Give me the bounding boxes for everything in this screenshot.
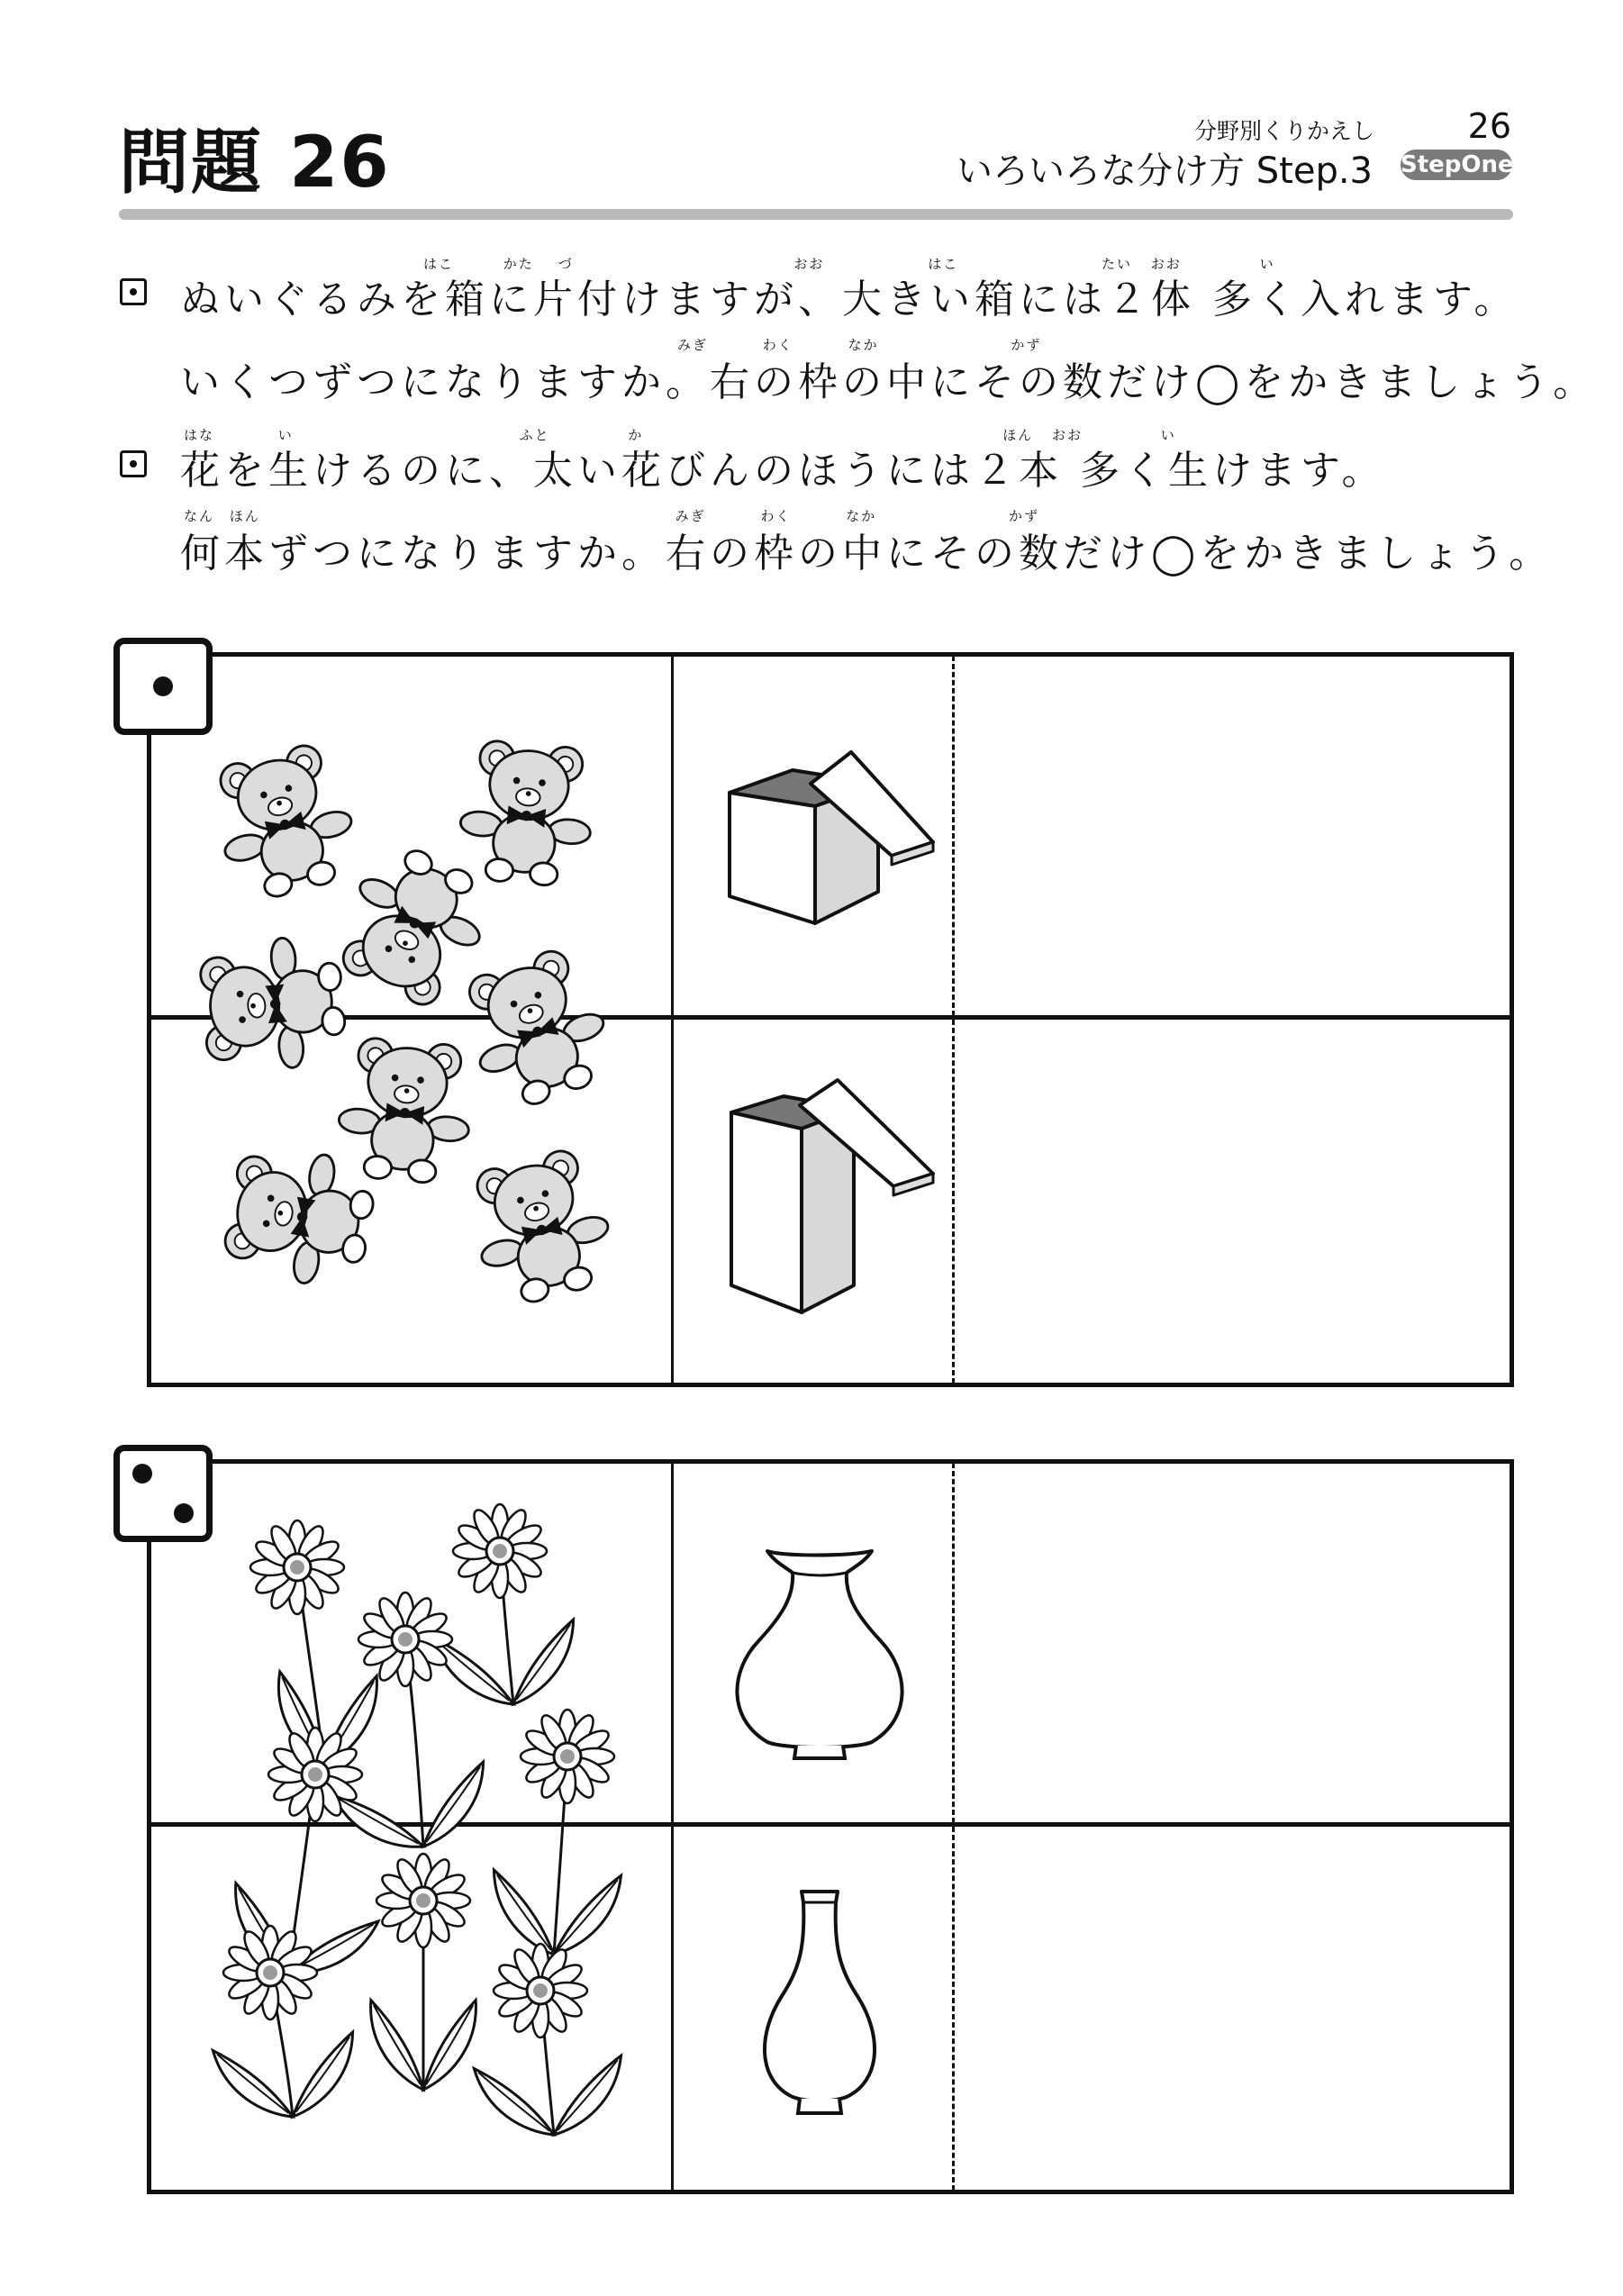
flower-icon bbox=[368, 1854, 479, 2096]
category-label: 分野別くりかえし bbox=[1193, 118, 1374, 144]
panel-1-row-divider bbox=[671, 1016, 1514, 1019]
header-rule bbox=[119, 209, 1513, 220]
ruby: みぎ bbox=[677, 337, 709, 353]
teddy-bear-icon bbox=[198, 933, 349, 1075]
ruby: い bbox=[1259, 256, 1275, 272]
teddy-bear-icon bbox=[460, 1144, 622, 1312]
ruby: い bbox=[1160, 427, 1176, 443]
ruby: はこ bbox=[928, 256, 959, 272]
ruby: い bbox=[277, 427, 294, 443]
question-2-line-2: 何本ずつになりますか。右の枠の中にその数だけ◯をかきましょう。 bbox=[180, 531, 1554, 576]
ruby: おお bbox=[1150, 256, 1182, 272]
worksheet-subtitle: いろいろな分け方 Step.3 bbox=[957, 150, 1373, 192]
ruby: たい bbox=[1101, 256, 1132, 272]
ruby: ほん bbox=[229, 508, 260, 524]
ruby: わく bbox=[762, 337, 793, 353]
flower-icon bbox=[431, 1504, 576, 1724]
ruby: ふと bbox=[519, 427, 550, 443]
ruby: かず bbox=[1011, 337, 1042, 353]
stepone-badge: StepOne bbox=[1401, 151, 1514, 178]
ruby: おお bbox=[1051, 427, 1083, 443]
page-number: 26 bbox=[1467, 106, 1511, 146]
ruby: か bbox=[628, 427, 644, 443]
question-2-checkbox-icon bbox=[120, 450, 147, 477]
ruby: かず bbox=[1008, 508, 1039, 524]
panel-1-dashed-line bbox=[952, 656, 955, 1016]
teddy-bears-illustration bbox=[180, 712, 648, 1342]
flowers-illustration bbox=[189, 1486, 657, 2153]
question-1-checkbox-icon bbox=[120, 278, 147, 305]
panel-1-dashed-line-lower bbox=[952, 1020, 955, 1384]
ruby: ほん bbox=[1002, 427, 1034, 443]
ruby: おお bbox=[793, 256, 825, 272]
ruby: づ bbox=[558, 256, 574, 272]
ruby: なか bbox=[846, 508, 877, 524]
panel-2-divider-lower bbox=[671, 1827, 674, 2191]
panel-2-row-divider bbox=[671, 1823, 1514, 1826]
teddy-bear-icon bbox=[220, 1140, 380, 1293]
ruby: かた bbox=[503, 256, 534, 272]
ruby: はな bbox=[184, 427, 215, 443]
teddy-bear-icon bbox=[204, 739, 366, 907]
panel-2-dashed-line-lower bbox=[952, 1827, 955, 2191]
teddy-bear-icon bbox=[456, 739, 597, 889]
wide-vase-icon bbox=[721, 1542, 919, 1776]
question-1-line-1: ぬいぐるみを箱に片付けますが、大きい箱には２体 多く入れます。 bbox=[180, 277, 1519, 322]
panel-2-divider bbox=[671, 1459, 674, 1827]
tall-box-icon bbox=[721, 1076, 946, 1320]
large-box-icon bbox=[721, 748, 946, 937]
flower-icon bbox=[472, 1944, 624, 2153]
panel-2-dashed-line bbox=[952, 1463, 955, 1823]
panel-1-divider bbox=[671, 652, 674, 1020]
panel-1-divider-lower bbox=[671, 1020, 674, 1384]
ruby: みぎ bbox=[675, 508, 706, 524]
question-1-line-2: いくつずつになりますか。右の枠の中にその数だけ◯をかきましょう。 bbox=[180, 359, 1598, 405]
flower-icon bbox=[491, 1710, 623, 1968]
ruby: なん bbox=[184, 508, 215, 524]
teddy-bear-icon bbox=[334, 1036, 476, 1186]
ruby: はこ bbox=[423, 256, 455, 272]
teddy-bear-icon bbox=[452, 942, 622, 1118]
ruby: なか bbox=[848, 337, 879, 353]
slim-vase-icon bbox=[739, 1883, 901, 2126]
page-title: 問題 26 bbox=[119, 123, 391, 204]
question-2-line-1: 花を生けるのに、太い花びんのほうには２本 多く生けます。 bbox=[180, 448, 1386, 494]
ruby: わく bbox=[760, 508, 792, 524]
